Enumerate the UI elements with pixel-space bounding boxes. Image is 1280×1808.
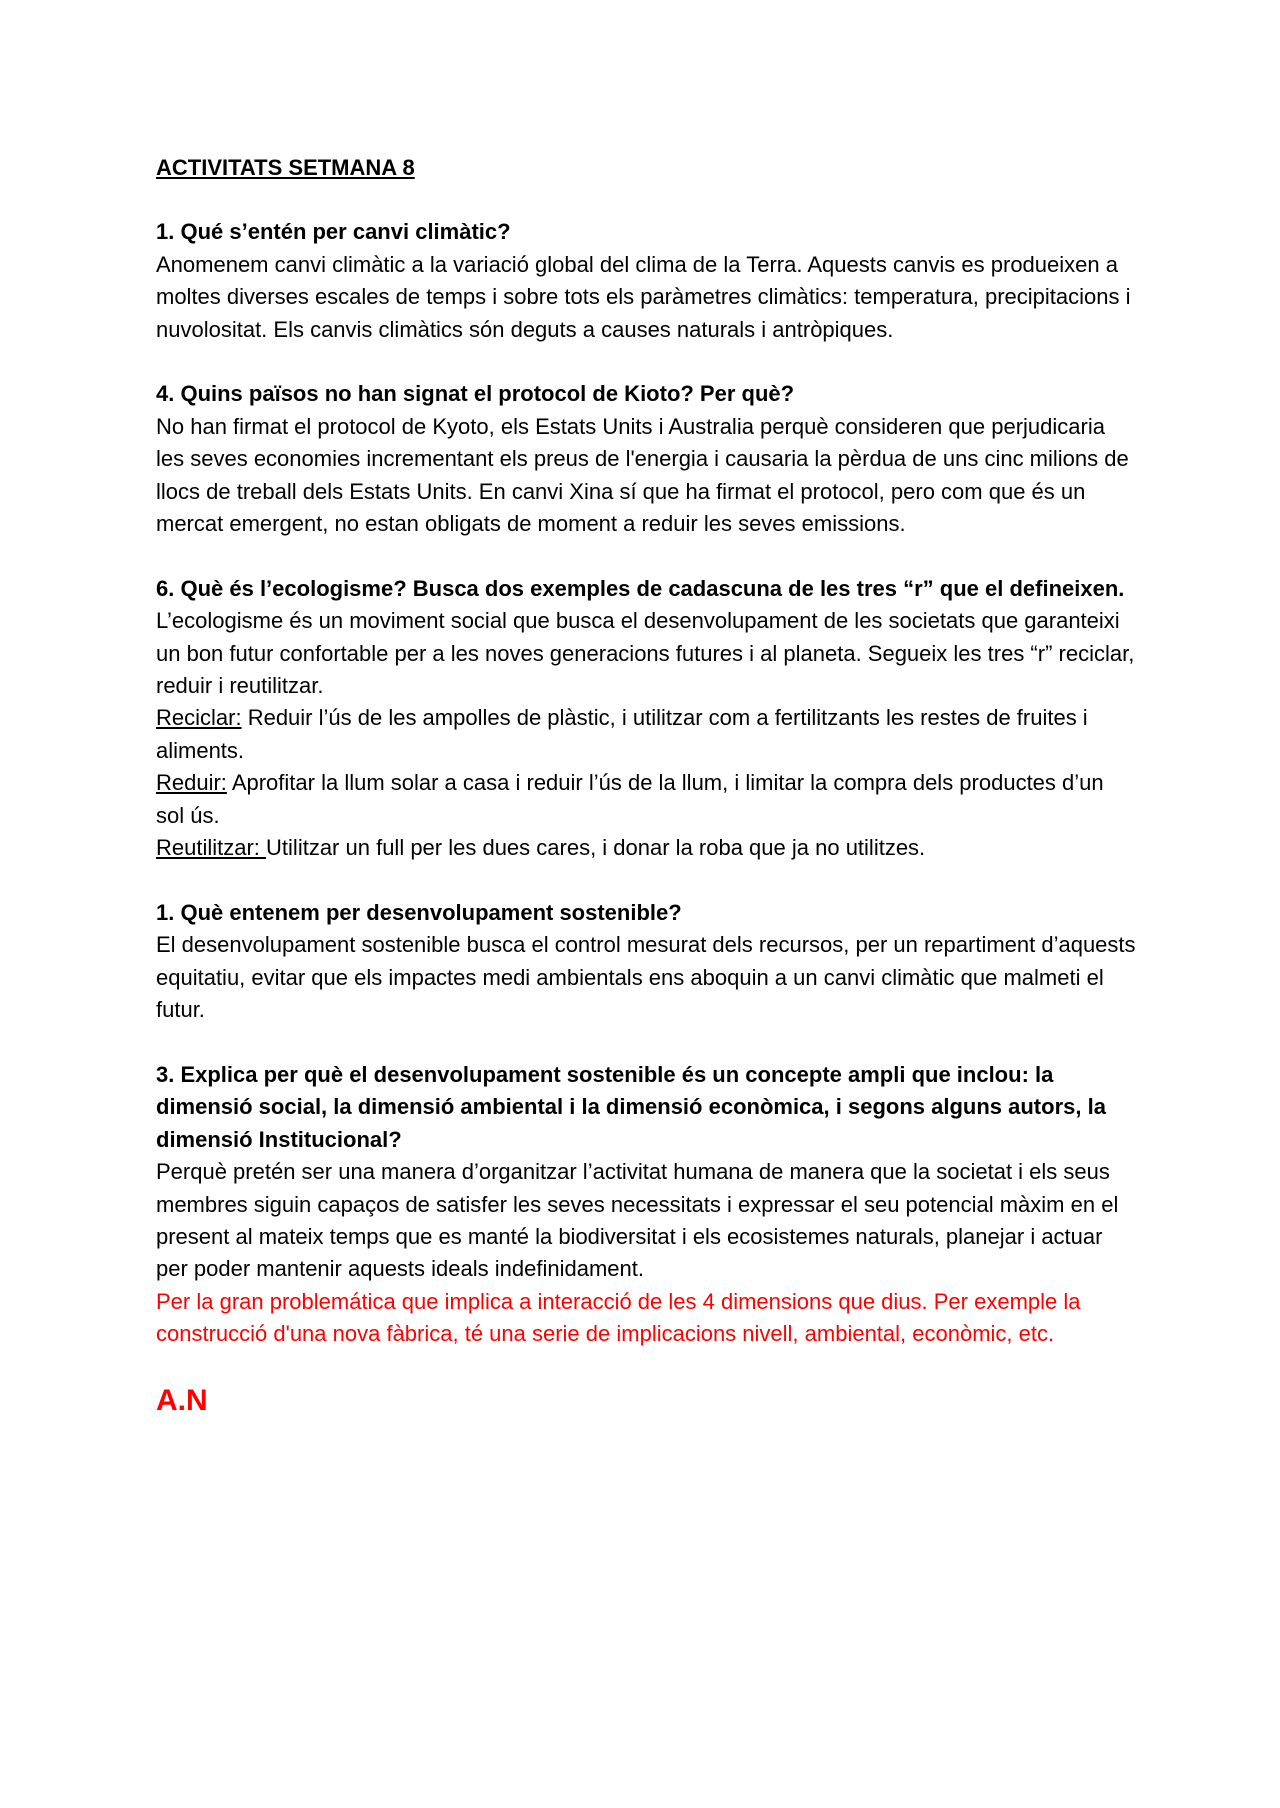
- list-item-reduir: [156, 767, 1136, 832]
- section-climate-change: [156, 216, 1136, 346]
- answer-paragraph: No han firmat el protocol de Kyoto, els Estats Units i Australia perquè consideren que perjudicaria les seves economies incrementant els preus de l'energia i causaria la pèrdua de uns cinc milions de llocs de treball dels Estats Units. En canvi Xina sí que ha firmat el protocol, pero com que és un mercat emergent, no estan obligats de moment a reduir les seves emissions.: [156, 413, 1129, 537]
- section-ecologism: [156, 573, 1136, 865]
- answer-paragraph: El desenvolupament sostenible busca el control mesurat dels recursos, per un repartiment d’aquests equitatiu, evitar que els impactes medi ambientals ens aboquin a un canvi climàtic que malmeti el futur.: [156, 932, 1136, 1023]
- answer-paragraph: L’ecologisme és un moviment social que busca el desenvolupament de les societats que garanteixi un bon futur confortable per a les noves generacions futures i al planeta. Segueix les tres “r” reciclar, reduir i reutilitzar.: [156, 608, 1135, 699]
- answer-paragraph: Anomenem canvi climàtic a la variació global del clima de la Terra. Aquests canvis es produeixen a moltes diverses escales de temps i sobre tots els paràmetres climàtics: temperatura, precipitacions i nuvolositat. Els canvis climàtics són deguts a causes naturals i antròpiques.: [156, 251, 1131, 342]
- item-label: Reduir:: [156, 770, 227, 796]
- section-sustainable-development: [156, 897, 1136, 1027]
- question-heading: 3. Explica per què el desenvolupament sostenible és un concepte ampli que inclou: la dimensió social, la dimensió ambiental i la dimensió econòmica, i segons alguns autors, la dimensió Institucional?: [156, 1061, 1106, 1152]
- item-text: Utilitzar un full per les dues cares, i donar la roba que ja no utilitzes.: [266, 835, 926, 861]
- question-heading: 1. Què entenem per desenvolupament sostenible?: [156, 899, 682, 925]
- answer-paragraph: Perquè pretén ser una manera d’organitzar l’activitat humana de manera que la societat i els seus membres siguin capaços de satisfer les seves necessitats i expressar el seu potencial màxim en el present al mateix temps que es manté la biodiversitat i els ecosistemes naturals, planejar i actuar per poder mantenir aquests ideals indefinidament.: [156, 1159, 1119, 1282]
- teacher-feedback: Per la gran problemática que implica a interacció de les 4 dimensions que dius. Per exemple la construcció d'una nova fàbrica, té una serie de implicacions nivell, ambiental, econòmic, etc.: [156, 1288, 1081, 1347]
- section-dimensions: [156, 1059, 1136, 1351]
- list-item-reutilitzar: [156, 832, 1136, 864]
- signature-initials: A.N: [156, 1383, 208, 1417]
- section-kyoto-protocol: [156, 378, 1136, 540]
- item-text: Reduir l’ús de les ampolles de plàstic, i utilitzar com a fertilitzants les restes de fruites i aliments.: [156, 705, 1088, 763]
- question-heading: 1. Qué s’entén per canvi climàtic?: [156, 219, 511, 245]
- item-label: Reutilitzar:: [156, 835, 267, 861]
- document-page: [156, 152, 1136, 1421]
- question-heading: 4. Quins països no han signat el protocol de Kioto? Per què?: [156, 381, 795, 407]
- item-label: Reciclar:: [156, 705, 242, 731]
- item-text: Aprofitar la llum solar a casa i reduir l’ús de la llum, i limitar la compra dels productes d’un sol ús.: [156, 770, 1104, 828]
- document-title: ACTIVITATS SETMANA 8: [156, 155, 415, 180]
- list-item-reciclar: [156, 702, 1136, 767]
- question-heading: 6. Què és l’ecologisme? Busca dos exemples de cadascuna de les tres “r” que el defineixen.: [156, 575, 1125, 601]
